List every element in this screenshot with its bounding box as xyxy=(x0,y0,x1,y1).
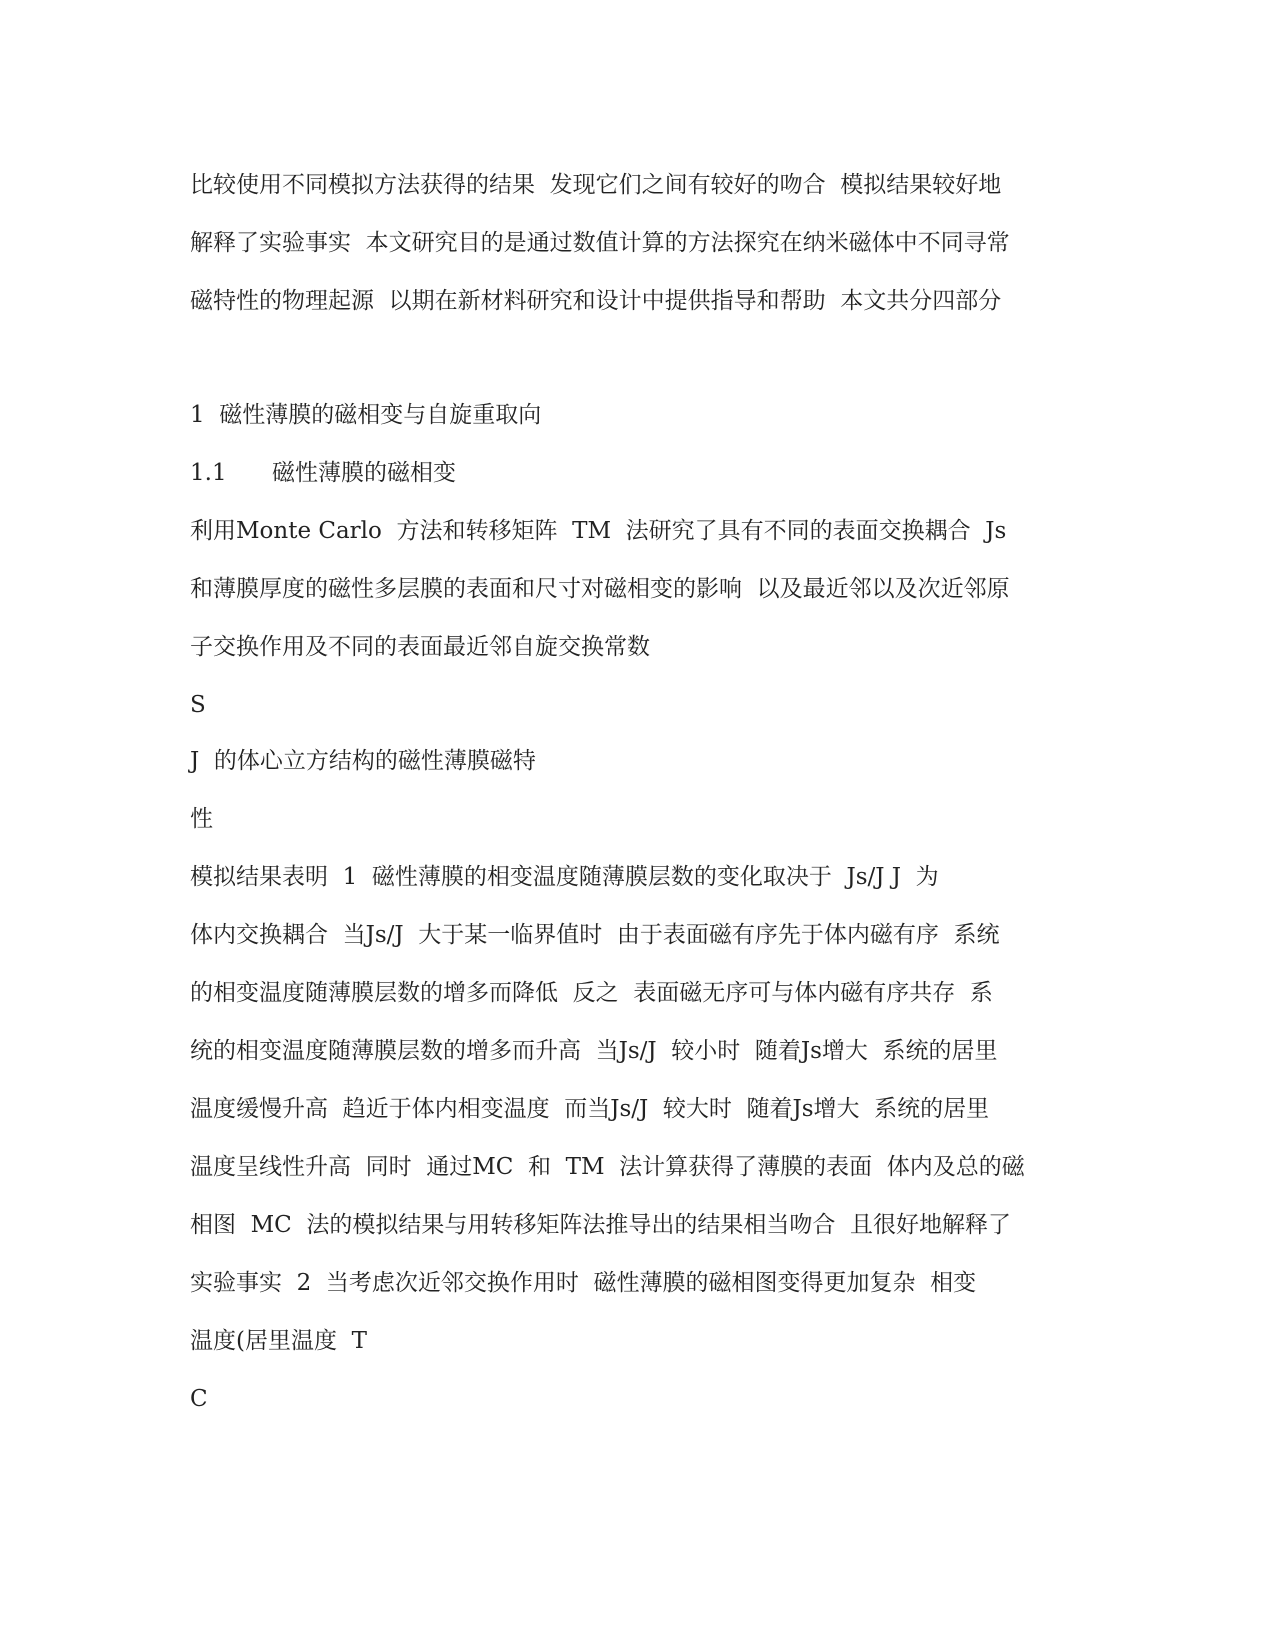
body-line-10: 统的相变温度随薄膜层数的增多而升高 当Js/J 较小时 随着Js增大 系统的居里 xyxy=(190,1038,998,1064)
body-line-4: S xyxy=(190,692,206,718)
body-line-1: 利用Monte Carlo 方法和转移矩阵 TM 法研究了具有不同的表面交换耦合 Js xyxy=(190,518,1007,544)
body-line-2: 和薄膜厚度的磁性多层膜的表面和尺寸对磁相变的影响 以及最近邻以及次近邻原 xyxy=(190,576,1010,602)
section-1-1-number: 1.1 xyxy=(190,460,227,486)
section-1-1-heading xyxy=(190,458,456,488)
body-line-11: 温度缓慢升高 趋近于体内相变温度 而当Js/J 较大时 随着Js增大 系统的居里 xyxy=(190,1096,990,1122)
body-line-13: 相图 MC 法的模拟结果与用转移矩阵法推导出的结果相当吻合 且很好地解释了 xyxy=(190,1212,1012,1238)
section-1-heading: 1 磁性薄膜的磁相变与自旋重取向 xyxy=(190,402,542,428)
body-line-5: J 的体心立方结构的磁性薄膜磁特 xyxy=(190,748,536,774)
body-line-14: 实验事实 2 当考虑次近邻交换作用时 磁性薄膜的磁相图变得更加复杂 相变 xyxy=(190,1270,977,1296)
body-line-8: 体内交换耦合 当Js/J 大于某一临界值时 由于表面磁有序先于体内磁有序 系统 xyxy=(190,922,1000,948)
body-line-16: C xyxy=(190,1386,208,1412)
body-line-6: 性 xyxy=(190,806,213,832)
intro-line-3: 磁特性的物理起源 以期在新材料研究和设计中提供指导和帮助 本文共分四部分 xyxy=(190,288,1002,314)
section-1-1-title: 磁性薄膜的磁相变 xyxy=(272,460,456,486)
intro-line-1: 比较使用不同模拟方法获得的结果 发现它们之间有较好的吻合 模拟结果较好地 xyxy=(190,172,1002,198)
intro-line-2: 解释了实验事实 本文研究目的是通过数值计算的方法探究在纳米磁体中不同寻常 xyxy=(190,230,1010,256)
body-line-12: 温度呈线性升高 同时 通过MC 和 TM 法计算获得了薄膜的表面 体内及总的磁 xyxy=(190,1154,1025,1180)
body-line-7: 模拟结果表明 1 磁性薄膜的相变温度随薄膜层数的变化取决于 Js/J J 为 xyxy=(190,864,939,890)
body-line-9: 的相变温度随薄膜层数的增多而降低 反之 表面磁无序可与体内磁有序共存 系 xyxy=(190,980,993,1006)
body-line-3: 子交换作用及不同的表面最近邻自旋交换常数 xyxy=(190,634,650,660)
body-line-15: 温度(居里温度 T xyxy=(190,1328,367,1354)
